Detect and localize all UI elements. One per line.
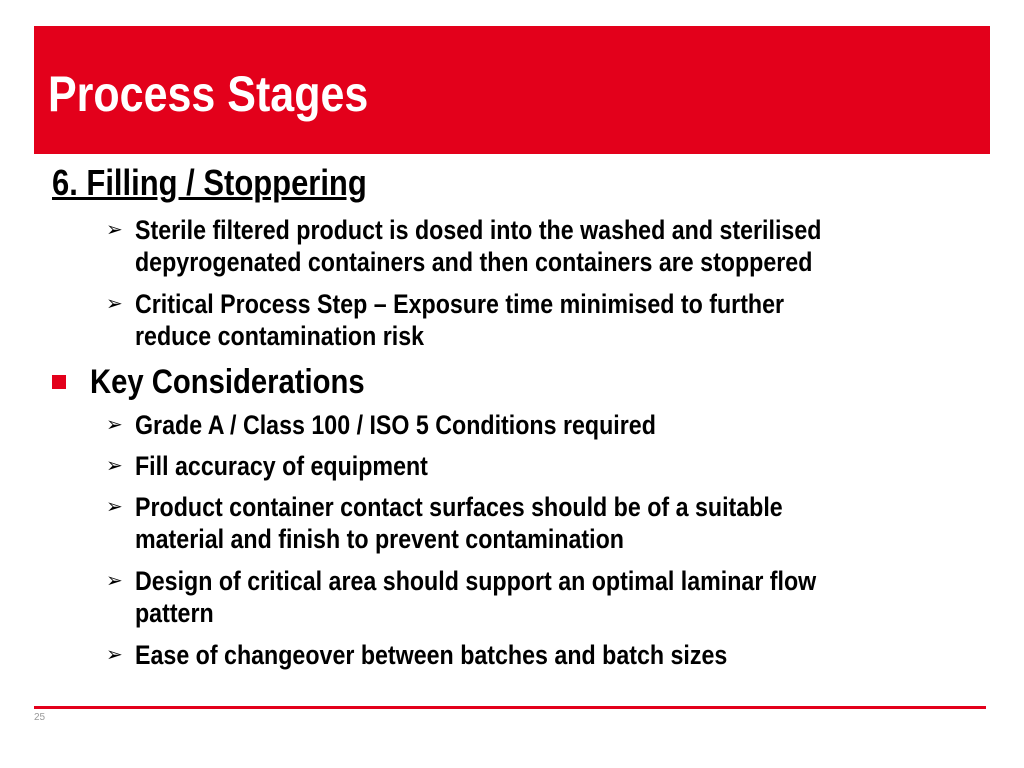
bullet-text-line: Critical Process Step – Exposure time minimised to further <box>135 289 785 319</box>
arrow-bullet-icon: ➢ <box>106 219 123 241</box>
bullet-text-line: Sterile filtered product is dosed into the washed and sterilised <box>135 215 822 245</box>
arrow-bullet-icon: ➢ <box>106 496 123 518</box>
page-number: 25 <box>34 712 46 723</box>
bullet-text <box>135 214 978 278</box>
bullet-text <box>135 639 978 671</box>
arrow-bullet-icon: ➢ <box>106 570 123 592</box>
arrow-bullet-icon: ➢ <box>106 293 123 315</box>
bullet-text-line: pattern <box>135 598 214 628</box>
bullet-text-line: Fill accuracy of equipment <box>135 451 428 481</box>
section-heading: 6. Filling / Stoppering <box>52 162 367 203</box>
arrow-bullet-icon: ➢ <box>106 455 123 477</box>
footer-divider <box>34 706 986 709</box>
bullet-text-line: Design of critical area should support an optimal laminar flow <box>135 566 817 596</box>
bullet-text-line: depyrogenated containers and then containers are stoppered <box>135 247 813 277</box>
arrow-bullet-icon: ➢ <box>106 644 123 666</box>
bullet-text <box>135 491 978 555</box>
slide-title: Process Stages <box>48 66 369 122</box>
bullet-text-line: Ease of changeover between batches and batch sizes <box>135 640 728 670</box>
bullet-text <box>135 288 978 352</box>
square-bullet-icon <box>52 375 66 389</box>
arrow-bullet-icon: ➢ <box>106 414 123 436</box>
bullet-text-line: Product container contact surfaces should be of a suitable <box>135 492 783 522</box>
bullet-text-line: reduce contamination risk <box>135 321 425 351</box>
bullet-text <box>135 450 978 482</box>
bullet-text <box>135 565 978 629</box>
bullet-text <box>135 409 978 441</box>
key-considerations-label: Key Considerations <box>90 363 365 401</box>
bullet-text-line: material and finish to prevent contamination <box>135 524 624 554</box>
bullet-text-line: Grade A / Class 100 / ISO 5 Conditions required <box>135 410 656 440</box>
